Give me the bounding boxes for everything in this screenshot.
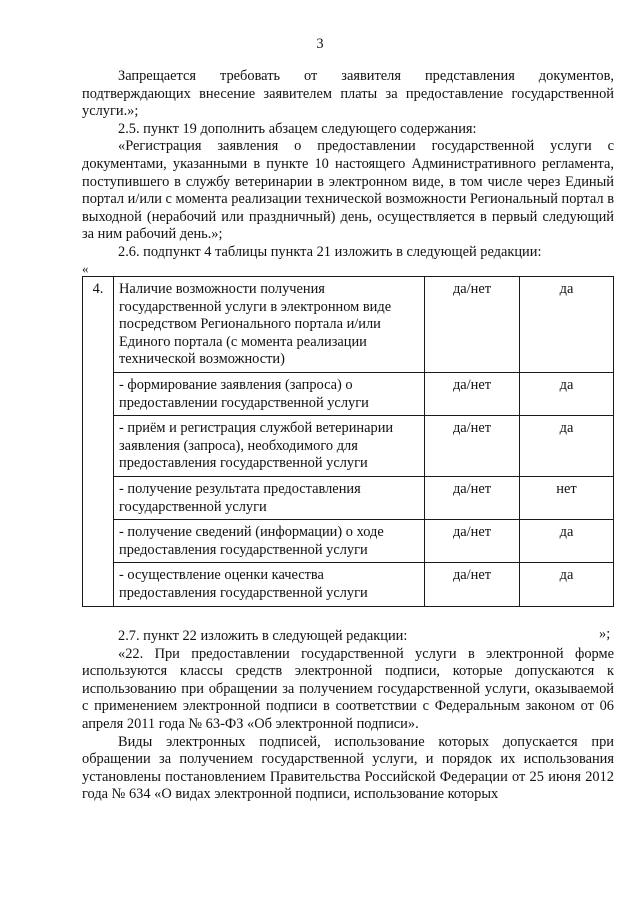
- description-cell: - получение сведений (информации) о ходе предоставления государственной услуги: [114, 520, 425, 563]
- description-cell: - формирование заявления (запроса) о предоставлении государственной услуги: [114, 372, 425, 415]
- description-cell: - приём и регистрация службой ветеринарии заявления (запроса), необходимого для предоставления государственной услуги: [114, 416, 425, 477]
- options-cell: да/нет: [425, 563, 520, 606]
- row-number-cell: 4.: [83, 277, 114, 607]
- options-cell: да/нет: [425, 277, 520, 373]
- value-cell: да: [520, 277, 614, 373]
- value-cell: да: [520, 416, 614, 477]
- value-cell: да: [520, 563, 614, 606]
- paragraph-signature-types: Виды электронных подписей, использование которых допускается при обращении за получением государственной услуги, и порядок их использования установлены постановлением Правительства Российской Федерации от 25 июня 2012 года № 634 «О видах электронной подписи, использование которых: [82, 733, 614, 803]
- page-number: 3: [316, 36, 324, 52]
- table-row: [83, 563, 614, 606]
- value-cell: да: [520, 372, 614, 415]
- options-cell: да/нет: [425, 520, 520, 563]
- options-cell: да/нет: [425, 372, 520, 415]
- paragraph-2-5: 2.5. пункт 19 дополнить абзацем следующего содержания:: [118, 120, 477, 137]
- table-row: [83, 372, 614, 415]
- table-row: [83, 476, 614, 519]
- paragraph-registration: «Регистрация заявления о предоставлении государственной услуги с документами, указанными в пункте 10 настоящего Административного регламента, поступившего в службу ветеринарии в электронном виде, в том числе через Единый портал и/или с момента реализации технической возможности Региональный портал в выходной (нерабочий или праздничный) день, осуществляется в первый следующий за ним рабочий день.»;: [82, 138, 614, 243]
- value-cell: да: [520, 520, 614, 563]
- description-cell: - получение результата предоставления государственной услуги: [114, 476, 425, 519]
- options-cell: да/нет: [425, 476, 520, 519]
- value-cell: нет: [520, 476, 614, 519]
- quote-close-mark: »;: [599, 626, 611, 642]
- table-row: [83, 277, 614, 373]
- text-block-bottom: [82, 628, 614, 804]
- paragraph-22: «22. При предоставлении государственной услуги в электронной форме используются классы средств электронной подписи, которые допускаются к использованию при обращении за получением государственной услуги, оказываемой с применением электронной подписи в соответствии с Федеральным законом от 06 апреля 2011 года № 63-ФЗ «Об электронной подписи».: [82, 645, 614, 732]
- services-table: [82, 276, 614, 607]
- table-row: [83, 520, 614, 563]
- description-cell: Наличие возможности получения государственной услуги в электронном виде посредством Регионального портала и/или Единого портала (с момента реализации технической возможности): [114, 277, 425, 373]
- table-row: [83, 416, 614, 477]
- options-cell: да/нет: [425, 416, 520, 477]
- text-block-top: [82, 68, 614, 262]
- paragraph-2-6: 2.6. подпункт 4 таблицы пункта 21 изложить в следующей редакции:: [118, 243, 542, 260]
- description-cell: - осуществление оценки качества предоставления государственной услуги: [114, 563, 425, 606]
- paragraph-prohibition: Запрещается требовать от заявителя представления документов, подтверждающих внесение заявителем платы за предоставление государственной услуги.»;: [82, 68, 614, 120]
- quote-open-mark: «: [82, 261, 89, 276]
- paragraph-2-7: 2.7. пункт 22 изложить в следующей редакции:: [118, 628, 408, 644]
